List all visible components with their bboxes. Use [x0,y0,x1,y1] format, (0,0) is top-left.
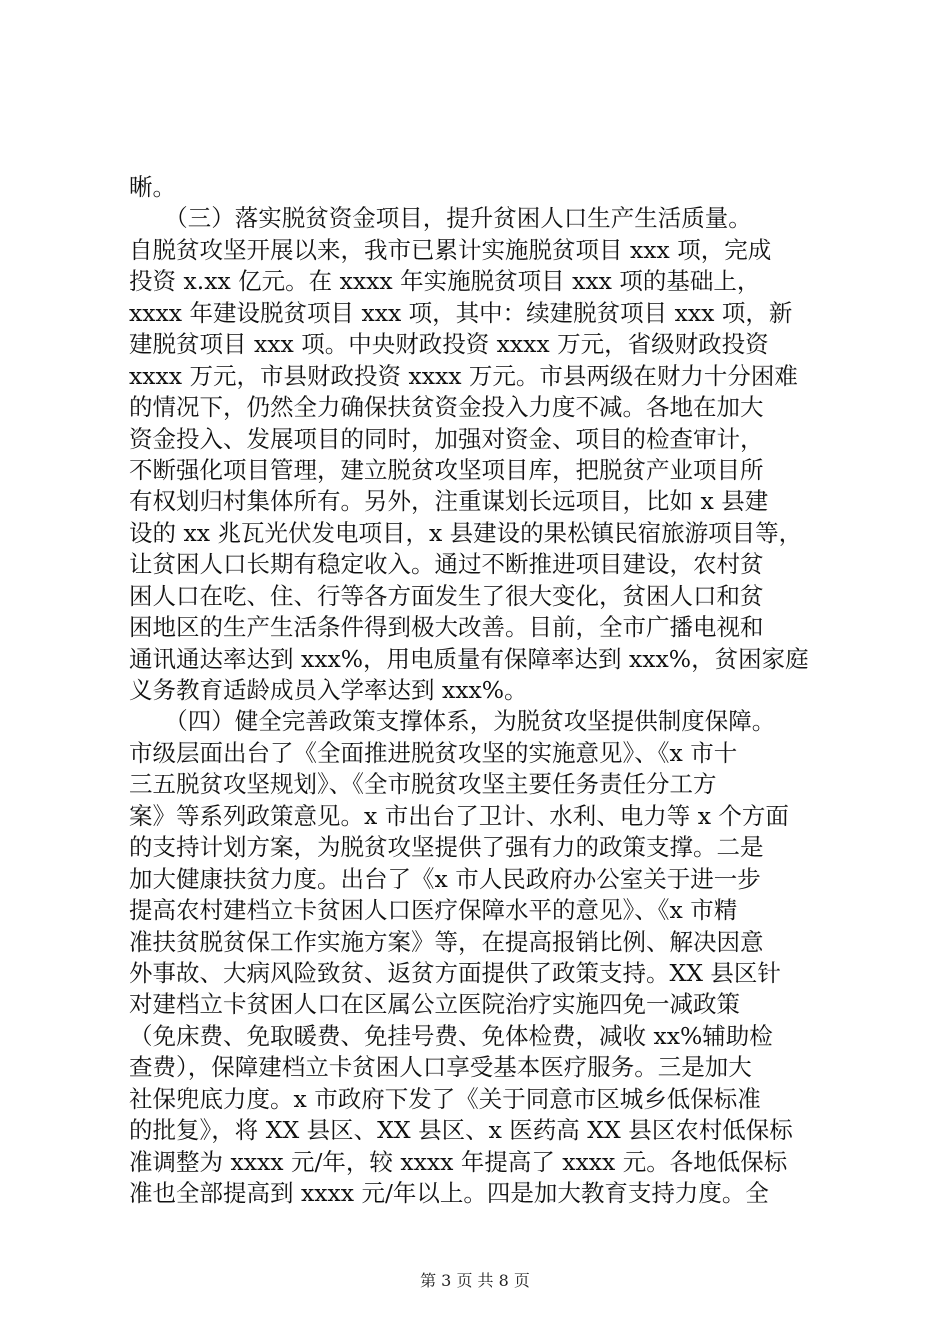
text-line: （四）健全完善政策支撑体系，为脱贫攻坚提供制度保障。 [129,707,776,736]
text-line: 外事故、大病风险致贫、返贫方面提供了政策支持。XX 县区针 [129,958,781,987]
text-line: xxxx 年建设脱贫项目 xxx 项，其中：续建脱贫项目 xxx 项，新 [129,298,793,327]
text-line: 的批复》，将 XX 县区、XX 县区、x 医药高 XX 县区农村低保标 [129,1116,793,1145]
text-line: 让贫困人口长期有稳定收入。通过不断推进项目建设，农村贫 [129,550,764,579]
text-line: 建脱贫项目 xxx 项。中央财政投资 xxxx 万元，省级财政投资 [129,330,769,359]
page-footer: 第 3 页 共 8 页 [420,1271,530,1290]
text-line: 困人口在吃、住、行等各方面发生了很大变化，贫困人口和贫 [129,581,764,610]
text-line: 通讯通达率达到 xxx%，用电质量有保障率达到 xxx%，贫困家庭 [129,644,809,673]
text-line: 有权划归村集体所有。另外，注重谋划长远项目，比如 x 县建 [129,487,769,516]
text-line: 对建档立卡贫困人口在区属公立医院治疗实施四免一减政策 [129,990,740,1019]
text-line: 社保兜底力度。x 市政府下发了《关于同意市区城乡低保标准 [129,1084,761,1113]
text-line: 准扶贫脱贫保工作实施方案》等，在提高报销比例、解决因意 [129,927,764,956]
text-line: 三五脱贫攻坚规划》、《全市脱贫攻坚主要任务责任分工方 [129,770,717,799]
text-line: 案》等系列政策意见。x 市出台了卫计、水利、电力等 x 个方面 [129,801,789,830]
text-line: 不断强化项目管理，建立脱贫攻坚项目库，把脱贫产业项目所 [129,455,764,484]
text-line: 设的 xx 兆瓦光伏发电项目，x 县建设的果松镇民宿旅游项目等， [129,518,803,547]
text-line: 自脱贫攻坚开展以来，我市已累计实施脱贫项目 xxx 项，完成 [129,235,772,264]
text-line: 准也全部提高到 xxxx 元/年以上。四是加大教育支持力度。全 [129,1179,769,1207]
text-line: 准调整为 xxxx 元/年，较 xxxx 年提高了 xxxx 元。各地低保标 [129,1147,788,1176]
text-line: 的支持计划方案，为脱贫攻坚提供了强有力的政策支撑。二是 [129,833,764,862]
text-line: （免床费、免取暖费、免挂号费、免体检费，减收 xx%辅助检 [129,1021,773,1050]
text-line: 投资 x.xx 亿元。在 xxxx 年实施脱贫项目 xxx 项的基础上， [129,267,761,296]
text-line: 市级层面出台了《全面推进脱贫攻坚的实施意见》、《x 市十 [129,738,738,767]
text-line: 义务教育适龄成员入学率达到 xxx%。 [129,676,528,704]
text-line: （三）落实脱贫资金项目，提升贫困人口生产生活质量。 [129,204,752,233]
text-line: 的情况下，仍然全力确保扶贫资金投入力度不减。各地在加大 [129,393,764,422]
text-line: 加大健康扶贫力度。出台了《x 市人民政府办公室关于进一步 [129,864,761,893]
body-text [129,172,829,1209]
text-line: 晰。 [129,173,176,201]
text-line: xxxx 万元，市县财政投资 xxxx 万元。市县两级在财力十分困难 [129,361,798,390]
text-line: 困地区的生产生活条件得到极大改善。目前，全市广播电视和 [129,613,764,642]
text-line: 提高农村建档立卡贫困人口医疗保障水平的意见》、《x 市精 [129,896,738,925]
text-line: 查费），保障建档立卡贫困人口享受基本医疗服务。三是加大 [129,1053,752,1082]
text-line: 资金投入、发展项目的同时，加强对资金、项目的检查审计， [129,424,764,453]
